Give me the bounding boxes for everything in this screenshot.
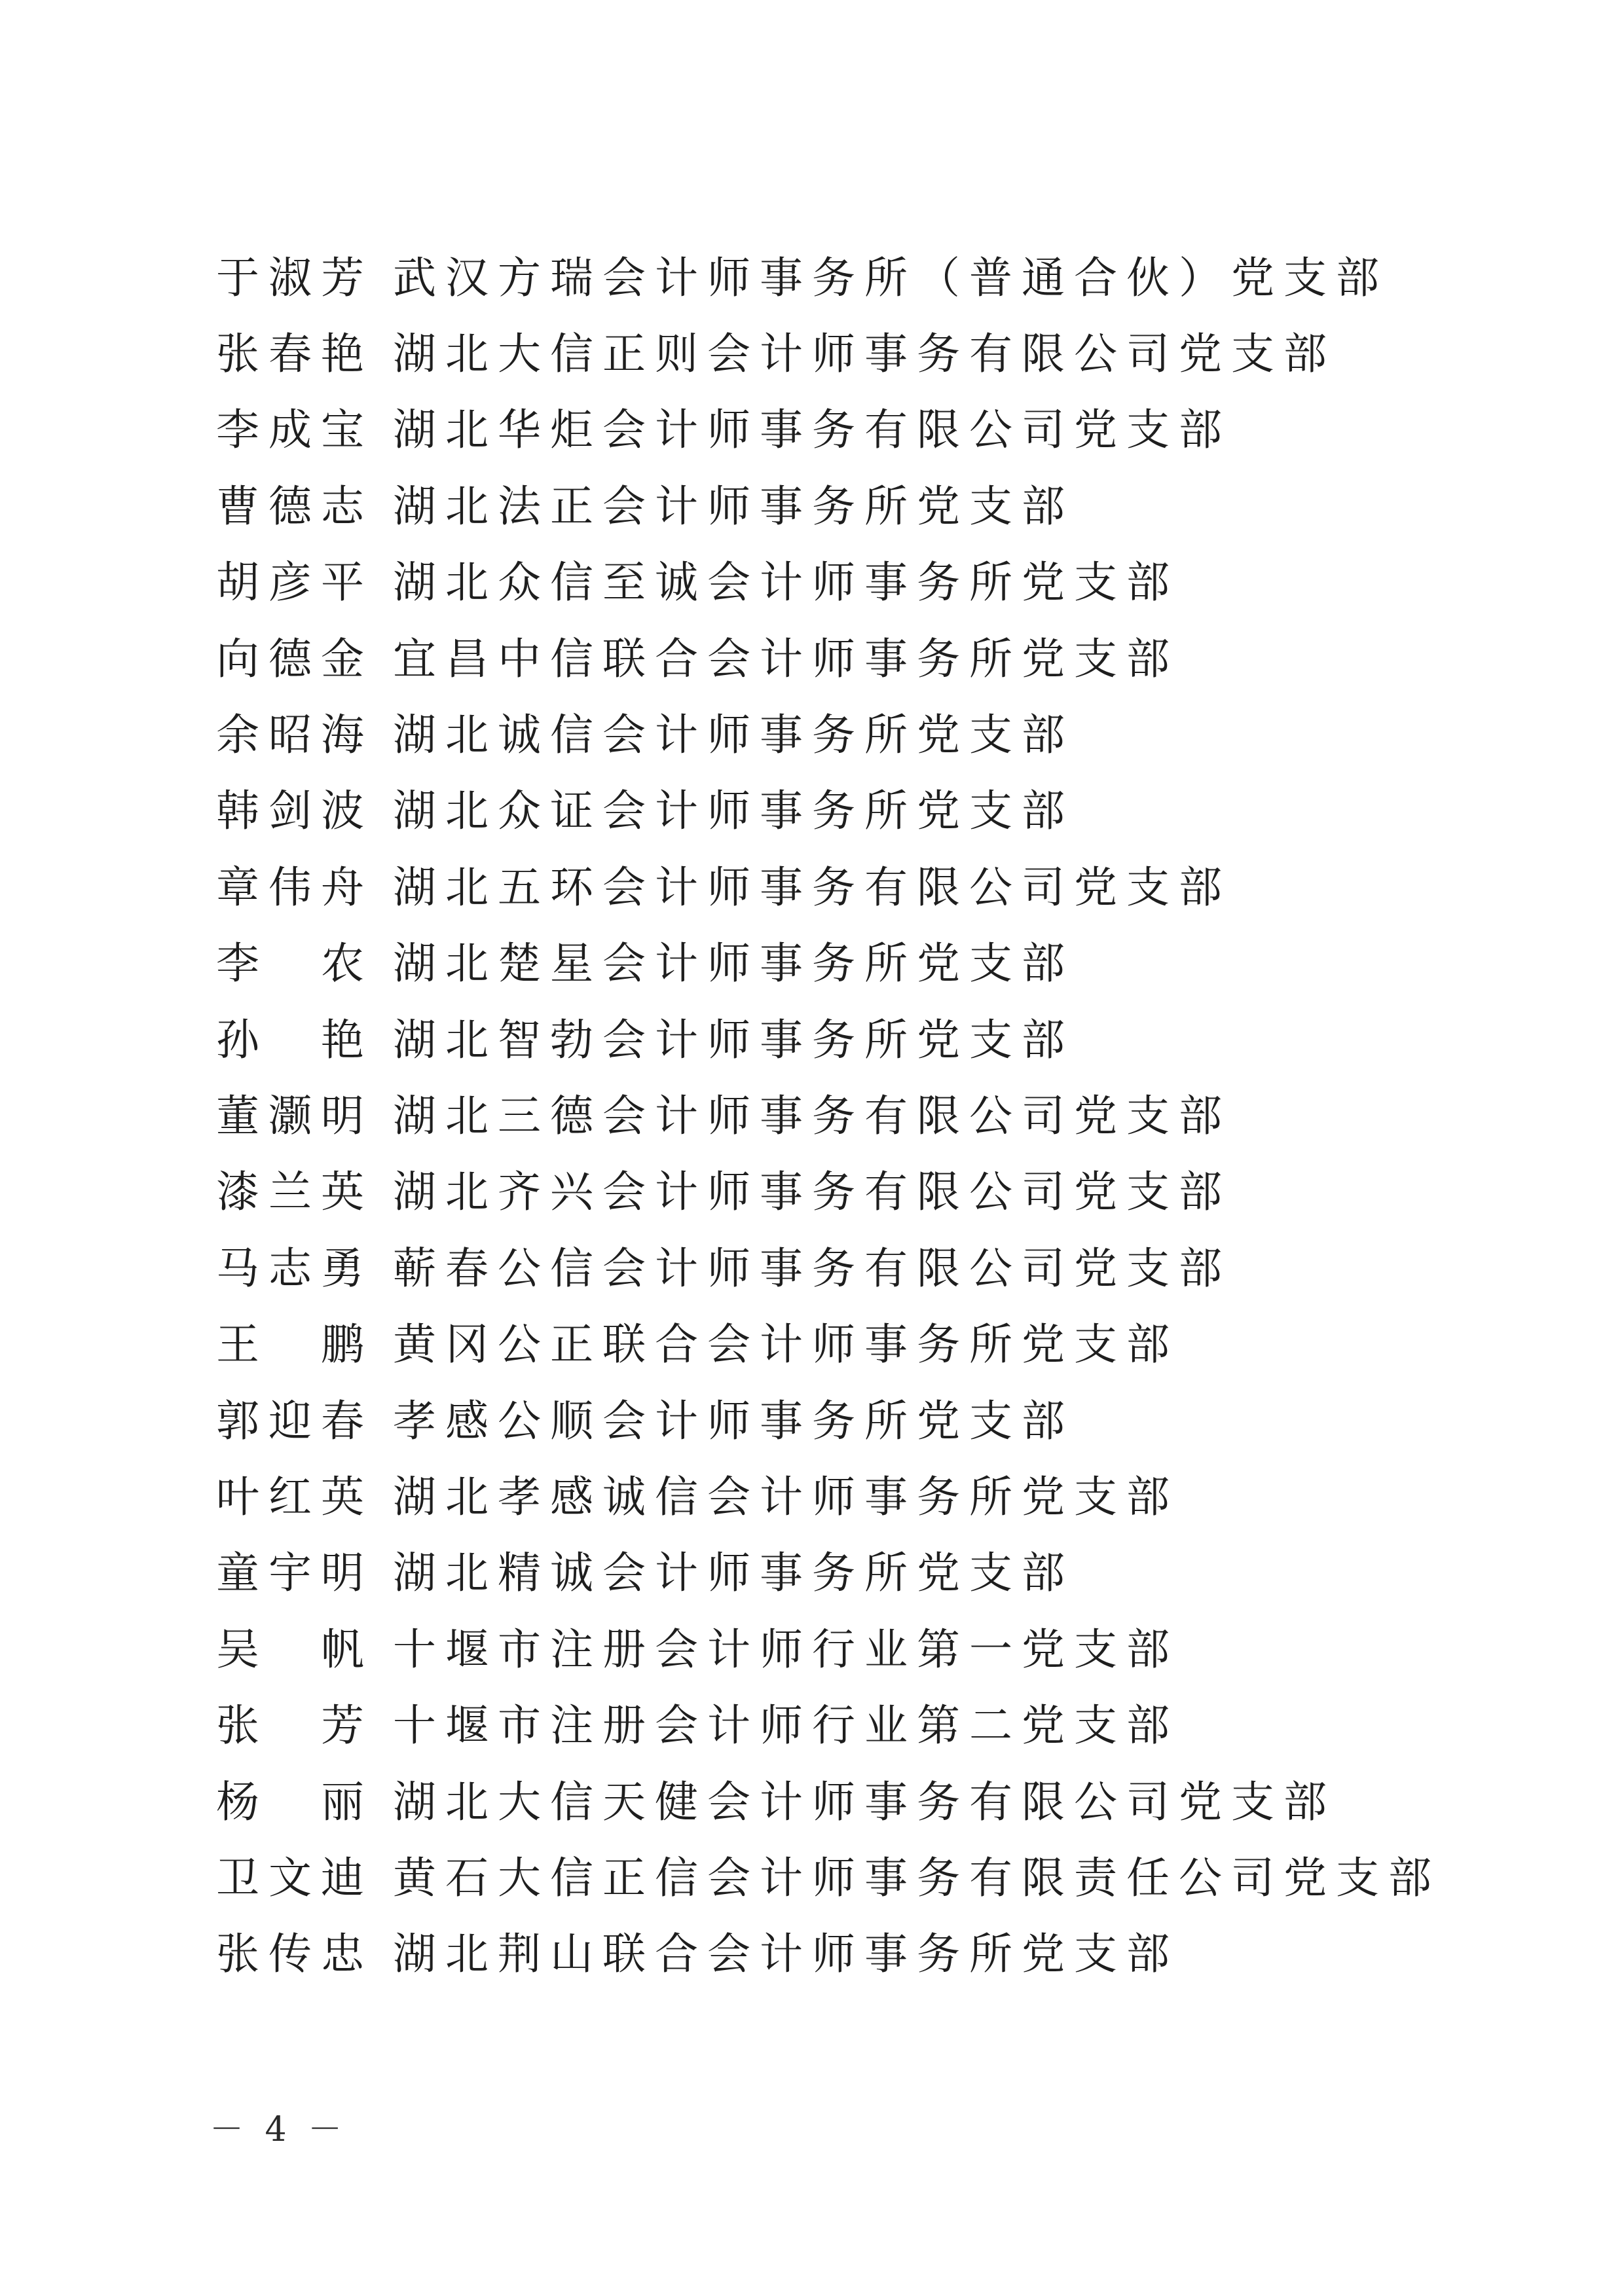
list-item (216, 1150, 1460, 1226)
member-name: 童宇明 (216, 1548, 373, 1599)
list-item (216, 236, 1460, 312)
member-name: 漆兰英 (216, 1167, 373, 1218)
list-item (216, 1302, 1460, 1378)
party-branch: 黄冈公正联合会计师事务所党支部 (393, 1319, 1179, 1370)
party-branch: 湖北诚信会计师事务所党支部 (393, 710, 1074, 761)
party-branch: 蕲春公信会计师事务有限公司党支部 (393, 1243, 1231, 1294)
member-name: 卫文迪 (216, 1852, 373, 1903)
member-name: 张春艳 (216, 329, 373, 380)
member-name: 向德金 (216, 633, 373, 684)
party-branch: 湖北孝感诚信会计师事务所党支部 (393, 1471, 1179, 1522)
party-branch: 十堰市注册会计师行业第二党支部 (393, 1700, 1179, 1751)
party-branch: 武汉方瑞会计师事务所（普通合伙）党支部 (393, 252, 1388, 303)
list-item (216, 617, 1460, 693)
member-name: 于淑芳 (216, 252, 373, 303)
party-branch: 湖北精诚会计师事务所党支部 (393, 1548, 1074, 1599)
list-item (216, 1683, 1460, 1759)
party-branch: 孝感公顺会计师事务所党支部 (393, 1395, 1074, 1446)
party-branch: 湖北五环会计师事务有限公司党支部 (393, 862, 1231, 913)
list-item (216, 845, 1460, 921)
list-item (216, 693, 1460, 769)
member-name: 李成宝 (216, 405, 373, 456)
party-branch: 湖北荆山联合会计师事务所党支部 (393, 1929, 1179, 1980)
party-branch: 湖北大信天健会计师事务有限公司党支部 (393, 1776, 1336, 1827)
list-item (216, 388, 1460, 464)
party-branch: 黄石大信正信会计师事务有限责任公司党支部 (393, 1852, 1441, 1903)
page-number: － 4 － (210, 2110, 348, 2149)
list-item (216, 1607, 1460, 1683)
list-item (216, 1531, 1460, 1607)
list-item (216, 1760, 1460, 1836)
party-branch: 湖北法正会计师事务所党支部 (393, 481, 1074, 532)
list-item (216, 312, 1460, 388)
member-name: 胡彦平 (216, 557, 373, 608)
list-item (216, 922, 1460, 998)
member-name: 董灏明 (216, 1090, 373, 1141)
member-name: 余昭海 (216, 710, 373, 761)
list-item (216, 1226, 1460, 1302)
party-branch: 湖北众信至诚会计师事务所党支部 (393, 557, 1179, 608)
member-name: 章伟舟 (216, 862, 373, 913)
party-branch: 宜昌中信联合会计师事务所党支部 (393, 633, 1179, 684)
list-item (216, 1455, 1460, 1531)
member-name: 王 鹏 (216, 1319, 373, 1370)
list-item (216, 998, 1460, 1074)
party-branch: 十堰市注册会计师行业第一党支部 (393, 1624, 1179, 1675)
member-name: 杨 丽 (216, 1776, 373, 1827)
member-name: 马志勇 (216, 1243, 373, 1294)
list-item (216, 769, 1460, 845)
list-item (216, 1074, 1460, 1150)
list-item (216, 1379, 1460, 1455)
list-item (216, 541, 1460, 617)
list-item (216, 464, 1460, 540)
member-name: 李 农 (216, 938, 373, 989)
list-item (216, 1836, 1460, 1912)
party-branch: 湖北大信正则会计师事务有限公司党支部 (393, 329, 1336, 380)
member-name: 吴 帆 (216, 1624, 373, 1675)
branch-list (216, 236, 1460, 1988)
member-name: 张传忠 (216, 1929, 373, 1980)
list-item (216, 1912, 1460, 1988)
member-name: 孙 艳 (216, 1014, 373, 1065)
member-name: 曹德志 (216, 481, 373, 532)
member-name: 郭迎春 (216, 1395, 373, 1446)
party-branch: 湖北齐兴会计师事务有限公司党支部 (393, 1167, 1231, 1218)
party-branch: 湖北众证会计师事务所党支部 (393, 786, 1074, 837)
party-branch: 湖北三德会计师事务有限公司党支部 (393, 1090, 1231, 1141)
party-branch: 湖北楚星会计师事务所党支部 (393, 938, 1074, 989)
party-branch: 湖北智勃会计师事务所党支部 (393, 1014, 1074, 1065)
member-name: 叶红英 (216, 1471, 373, 1522)
member-name: 张 芳 (216, 1700, 373, 1751)
member-name: 韩剑波 (216, 786, 373, 837)
party-branch: 湖北华炬会计师事务有限公司党支部 (393, 405, 1231, 456)
